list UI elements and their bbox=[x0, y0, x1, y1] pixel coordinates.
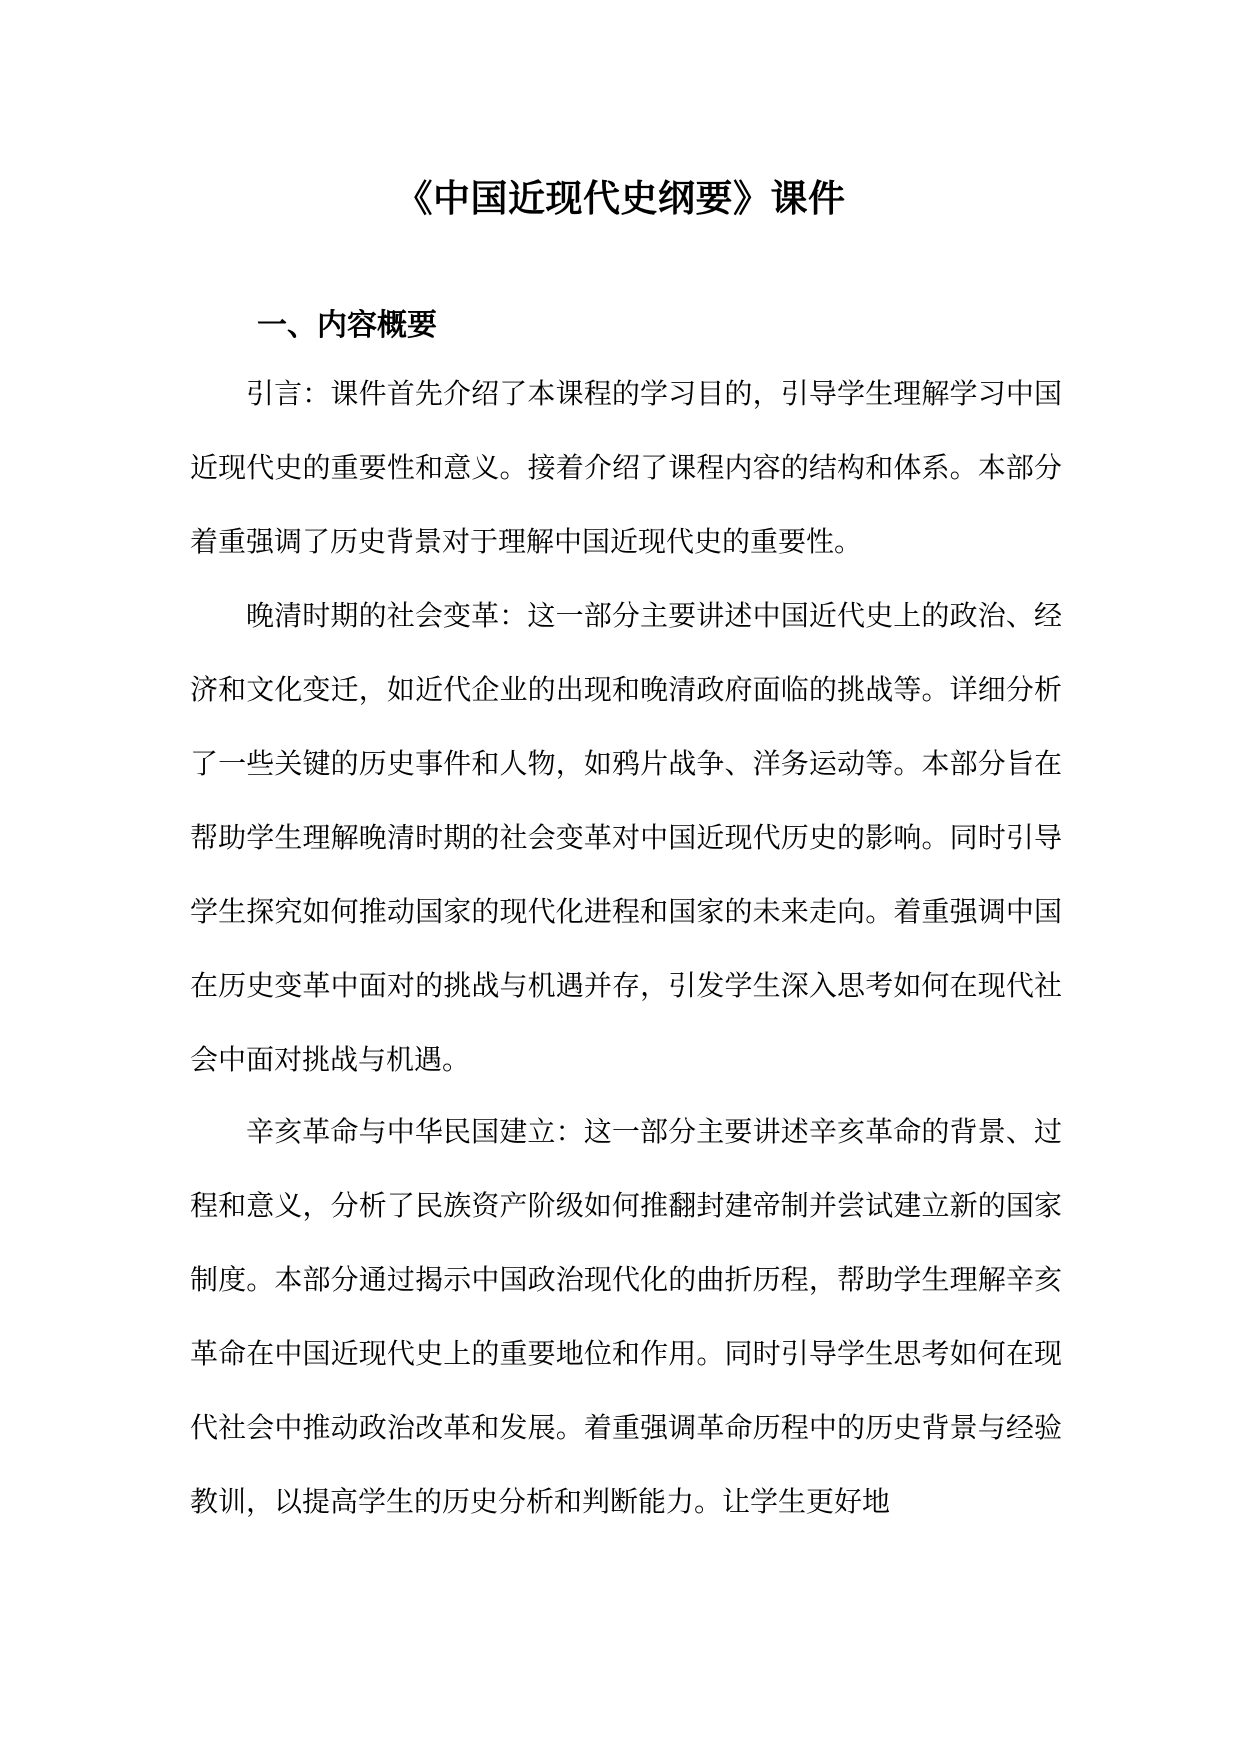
paragraph-xinhai-revolution: 辛亥革命与中华民国建立：这一部分主要讲述辛亥革命的背景、过程和意义，分析了民族资产阶级如何推翻封建帝制并尝试建立新的国家制度。本部分通过揭示中国政治现代化的曲折历程，帮助学生理解辛亥革命在中国近现代史上的重要地位和作用。同时引导学生思考如何在现代社会中推动政治改革和发展。着重强调革命历程中的历史背景与经验教训，以提高学生的历史分析和判断能力。让学生更好地 bbox=[190, 1115, 1062, 1518]
section-heading: 一、内容概要 bbox=[257, 307, 437, 343]
paragraph-introduction: 引言：课件首先介绍了本课程的学习目的，引导学生理解学习中国近现代史的重要性和意义。接着介绍了课程内容的结构和体系。本部分着重强调了历史背景对于理解中国近现代史的重要性。 bbox=[190, 377, 1062, 558]
paragraph-late-qing-reform: 晚清时期的社会变革：这一部分主要讲述中国近代史上的政治、经济和文化变迁，如近代企业的出现和晚清政府面临的挑战等。详细分析了一些关键的历史事件和人物，如鸦片战争、洋务运动等。本部分旨在帮助学生理解晚清时期的社会变革对中国近现代历史的影响。同时引导学生探究如何推动国家的现代化进程和国家的未来走向。着重强调中国在历史变革中面对的挑战与机遇并存，引发学生深入思考如何在现代社会中面对挑战与机遇。 bbox=[190, 599, 1062, 1076]
document-title: 《中国近现代史纲要》课件 bbox=[395, 176, 846, 220]
